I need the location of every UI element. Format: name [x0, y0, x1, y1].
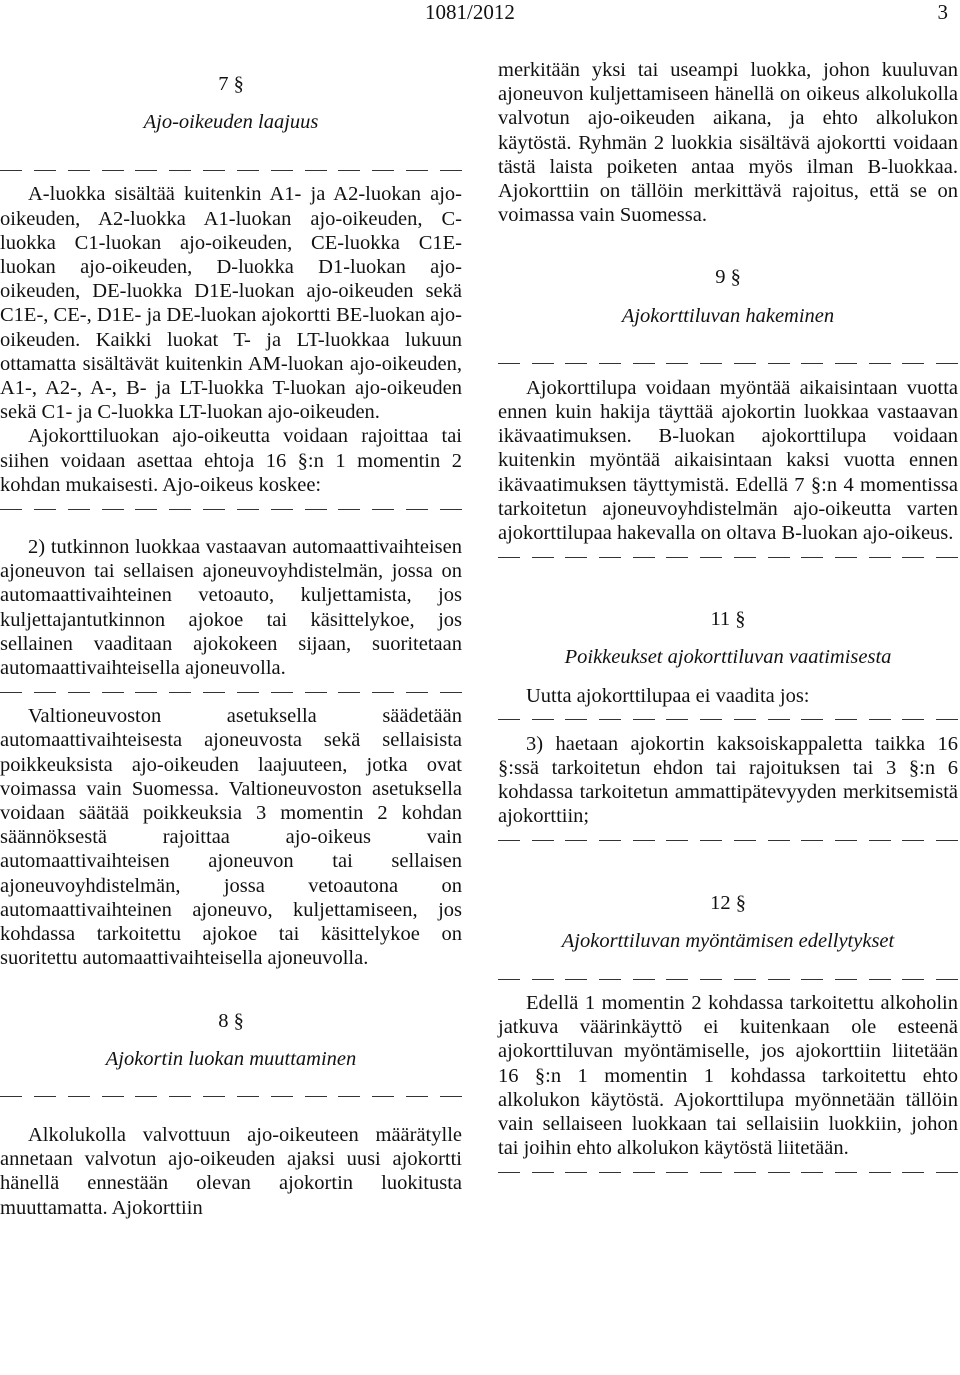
omission-line — [498, 1161, 958, 1185]
section-7-paragraph-3: Valtioneuvoston asetuksella säädetään automaattivaihteisesta ajoneuvosta sekä sellaisista poikkeuksista ajo-oikeuden laajuuteen, jotka ovat voimassa vain Suomessa. Valtioneuvoston asetuksella voidaan säätää poikkeuksia 3 momentin 2 kohdan säännöksestä rajoittaa ajo-oikeus vain automaattivaihteisen ajoneuvon tai sellaisen ajoneuvoyhdistelmän, jossa vetoautona on automaattivaihteinen ajoneuvo, kuljettamiseen, jos kohdassa tarkoitettu ajokoe tai käsittelykoe on suoritettu automaattivaihteisella ajoneuvolla. — [0, 705, 462, 970]
omission-line — [498, 352, 958, 376]
omission-line — [0, 497, 462, 521]
section-11-number: 11 § — [710, 608, 746, 631]
section-8-number: 8 § — [218, 1009, 244, 1032]
omission-line — [498, 708, 958, 732]
section-7-paragraph-2: Ajokorttiluokan ajo-oikeutta voidaan rajoittaa tai siihen voidaan asettaa ehtoja 16 §:n 1 momentin 2 kohdan mukaisesti. Ajo-oikeus koskee: — [0, 425, 462, 496]
omission-line — [498, 545, 958, 569]
section-11-item-3: 3) haetaan ajokortin kaksoiskappaletta taikka 16 §:ssä tarkoitetun ehdon tai rajoituksen tai 3 §:n 6 kohdassa tarkoitetun ammattipätevyyden merkitsemistä ajokorttiin; — [498, 732, 958, 828]
section-7-number: 7 § — [218, 73, 244, 95]
section-9-number: 9 § — [715, 266, 741, 289]
section-7-title: Ajo-oikeuden laajuus — [143, 111, 319, 134]
section-9-title: Ajokorttiluvan hakeminen — [621, 304, 835, 327]
omission-line — [0, 680, 462, 704]
page-header — [0, 0, 960, 30]
omission-line — [498, 967, 958, 991]
section-8-continuation: merkitään yksi tai useampi luokka, johon kuuluvan ajoneuvon kuljettamiseen hänellä on oikeus alkolukolla valvotun ajo-oikeuden aikana, ja ehto alkolukon käytöstä. Ryhmän 2 luokkia sisältävä ajokortti voidaan tästä laista poiketen antaa myös ilman B-luokkaa. Ajokorttiin on tällöin merkittävä rajoitus, että se on voimassa vain Suomessa. — [498, 59, 958, 227]
right-column — [498, 58, 958, 1185]
omission-line — [0, 158, 462, 182]
left-column — [0, 58, 462, 1220]
section-11-paragraph-1: Uutta ajokorttilupaa ei vaadita jos: — [526, 684, 810, 707]
section-12-number: 12 § — [710, 891, 746, 914]
omission-line — [498, 829, 958, 853]
section-7-item-2: 2) tutkinnon luokkaa vastaavan automaattivaihteisen ajoneuvon tai sellaisen ajoneuvoyhdistelmän, jossa on automaattivaihteinen vetoauto, kuljettamista, jos kuljettajantutkinnon ajokoe tai käsittelykoe, jos sellainen vaaditaan ajokokeen sijaan, suoritetaan automaattivaihteisella ajoneuvolla. — [0, 536, 462, 680]
section-7-paragraph-1: A-luokka sisältää kuitenkin A1- ja A2-luokan ajo-oikeuden, A2-luokka A1-luokan ajo-oikeuden, C-luokka C1-luokan ajo-oikeuden, CE-luokka C1E-luokan ajo-oikeuden, D-luokka D1-luokan ajo-oikeuden, DE-luokka D1E-luokan ajo-oikeuden sekä C1E-, CE-, D1E- ja DE-luokan ajokortti BE-luokan ajo-oikeuden. Kaikki luokat T- ja LT-luokkaa lukuun ottamatta sisältävät kuitenkin AM-luokan ajo-oikeuden, A1-, A2-, A-, B- ja LT-luokka T-luokan ajo-oikeuden sekä C1- ja C-luokka LT-luokan ajo-oikeuden. — [0, 183, 462, 424]
section-12-title: Ajokorttiluvan myöntämisen edellytykset — [561, 929, 895, 952]
page-number: 3 — [937, 0, 948, 24]
section-9-paragraph-1: Ajokorttilupa voidaan myöntää aikaisintaan vuotta ennen kuin hakija täyttää ajokortin luokkaa vastaavan ikävaatimuksen. B-luokan ajokorttilupa voidaan kuitenkin myöntää aikaisintaan kaksi vuotta ennen ikävaatimuksen täyttymistä. Edellä 7 §:n 4 momentissa tarkoitetun ajoneuvoyhdistelmän ajo-oikeutta varten ajokorttilupaa hakevalla on oltava B-luokan ajo-oikeus. — [498, 376, 958, 545]
statute-number: 1081/2012 — [425, 0, 515, 24]
omission-line — [0, 1085, 462, 1109]
section-11-title: Poikkeukset ajokorttiluvan vaatimisesta — [564, 646, 892, 669]
section-8-title: Ajokortin luokan muuttaminen — [105, 1047, 357, 1070]
section-8-paragraph-1: Alkolukolla valvottuun ajo-oikeuteen määrätylle annetaan valvotun ajo-oikeuden ajaksi uusi ajokortti hänellä ennestään olevan ajokortin luokitusta muuttamatta. Ajokorttiin — [0, 1123, 462, 1219]
section-12-paragraph-1: Edellä 1 momentin 2 kohdassa tarkoitettu alkoholin jatkuva väärinkäyttö ei kuitenkaan ole esteenä ajokorttiluvan myöntämiselle, jos ajokorttiin liitetään 16 §:n 1 momentin 1 kohdassa tarkoitettu ehto alkolukon käytöstä. Ajokorttilupa myönnetään tällöin vain sellaiseen luokkaan tai sellaisiin luokkiin, johon tai joihin ehto alkolukon käytöstä liitetään. — [498, 992, 958, 1160]
